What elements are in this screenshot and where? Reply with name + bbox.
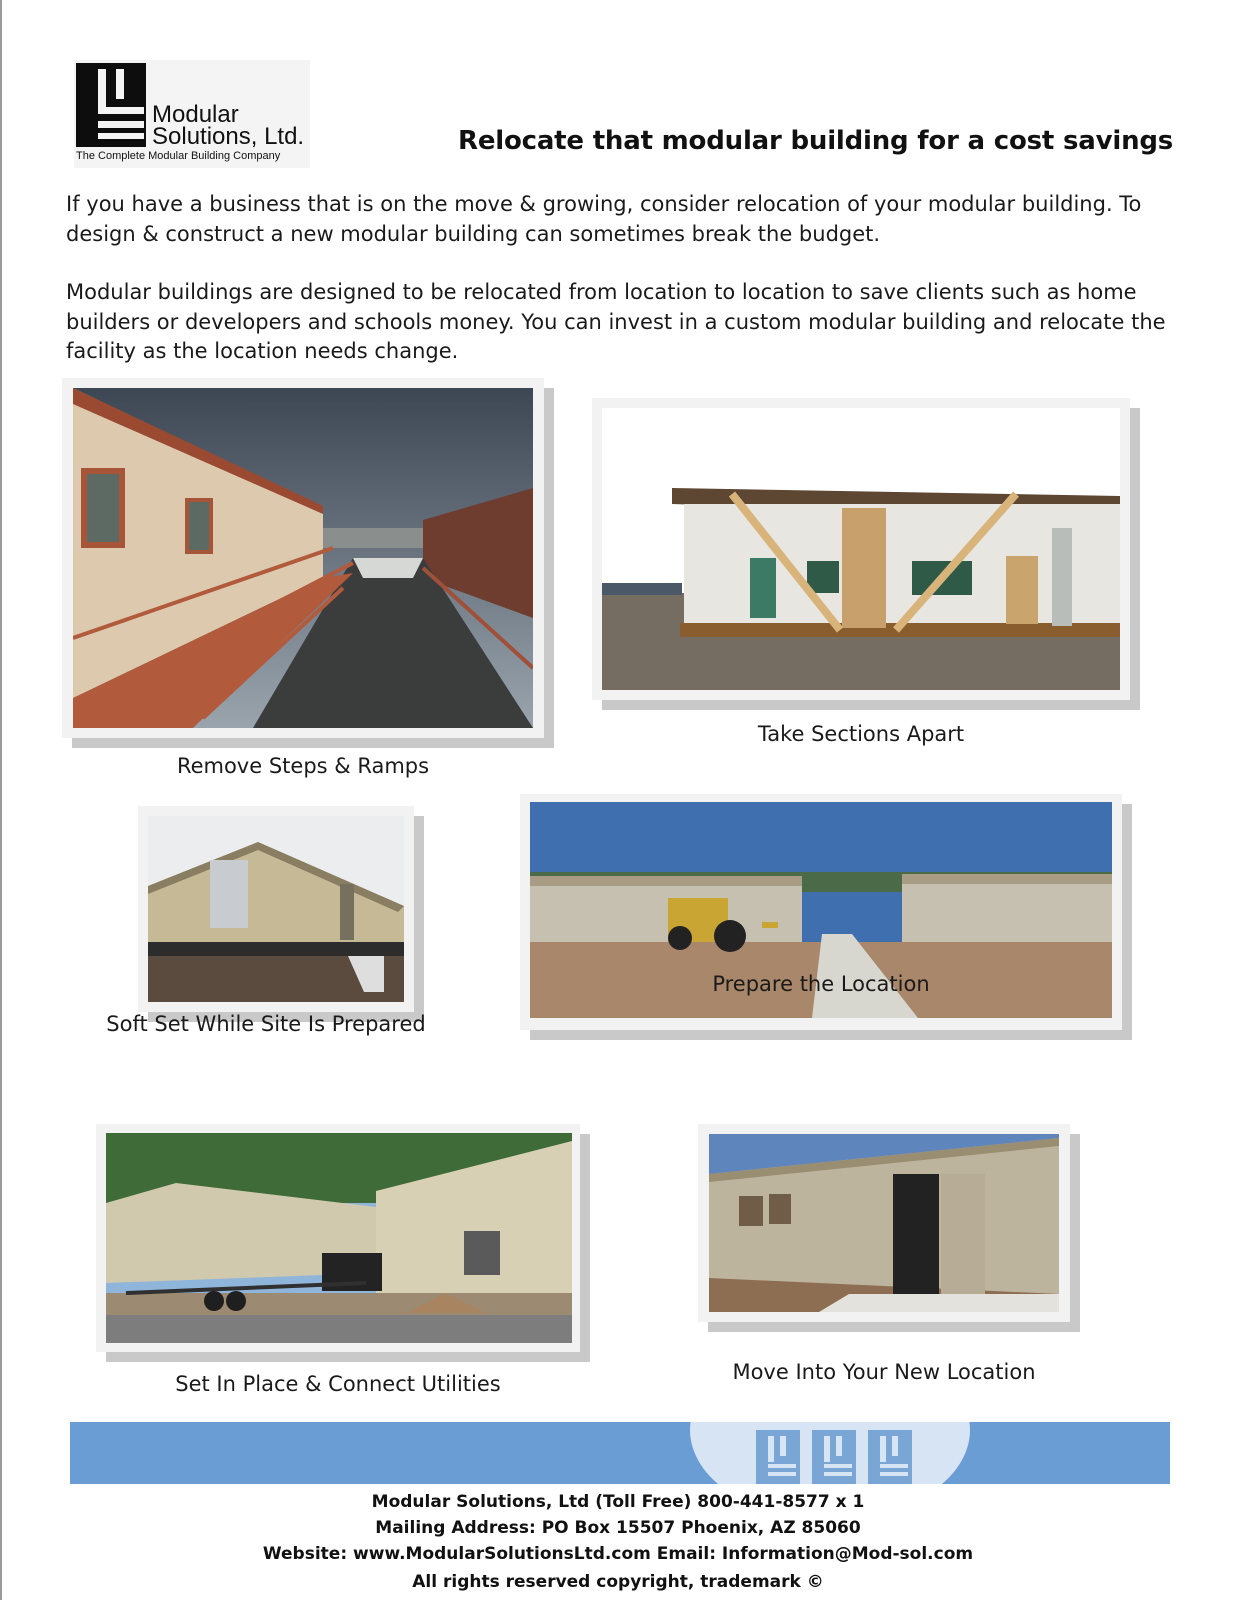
caption-soft-set: Soft Set While Site Is Prepared [106,1012,426,1036]
ramp-photo-image [73,388,533,728]
footer-company: Modular Solutions, Ltd (Toll Free) 800-441-8577 x 1 [371,1492,865,1512]
company-logo [74,60,310,168]
move-in-photo-image [709,1134,1059,1312]
photo-soft-set [138,806,414,1012]
logo-tagline: The Complete Modular Building Company [76,150,281,162]
logo-name [152,101,305,150]
caption-set-in-place: Set In Place & Connect Utilities [175,1372,501,1396]
set-in-place-photo-image [106,1133,572,1343]
caption-take-apart: Take Sections Apart [757,722,965,746]
caption-prepare: Prepare the Location [712,972,930,996]
photo-remove-steps [62,378,544,738]
banner-logo-icon [70,1422,1170,1484]
footer-address: Mailing Address: PO Box 15507 Phoenix, AZ 85060 [375,1518,861,1538]
caption-remove-steps: Remove Steps & Ramps [176,754,430,778]
caption-move-in: Move Into Your New Location [732,1360,1036,1384]
logo-mark-icon [76,63,146,147]
footer-web-email: Website: www.ModularSolutionsLtd.com Email: Information@Mod-sol.com [262,1544,974,1564]
page-title: Relocate that modular building for a cost savings [458,126,1174,156]
sections-photo-image [602,408,1120,690]
footer-rights: All rights reserved copyright, trademark © [412,1572,824,1592]
footer-banner [70,1422,1170,1484]
intro-paragraph: If you have a business that is on the move & growing, consider relocation of your modular building. To design & construct a new modular building can sometimes break the budget. [66,192,1142,246]
photo-set-in-place [96,1124,580,1352]
logo-name-line2: Solutions, Ltd. [152,123,305,150]
benefits-paragraph: Modular buildings are designed to be relocated from location to location to save clients such as home builders or developers and schools money. You can invest in a custom modular building and relocate the facility as the location needs change. [66,280,1166,363]
page-left-rule [0,0,2,1600]
photo-take-apart [592,398,1130,700]
logo-name-line1: Modular [152,101,239,128]
photo-move-in [698,1124,1070,1322]
soft-set-photo-image [148,816,404,1002]
